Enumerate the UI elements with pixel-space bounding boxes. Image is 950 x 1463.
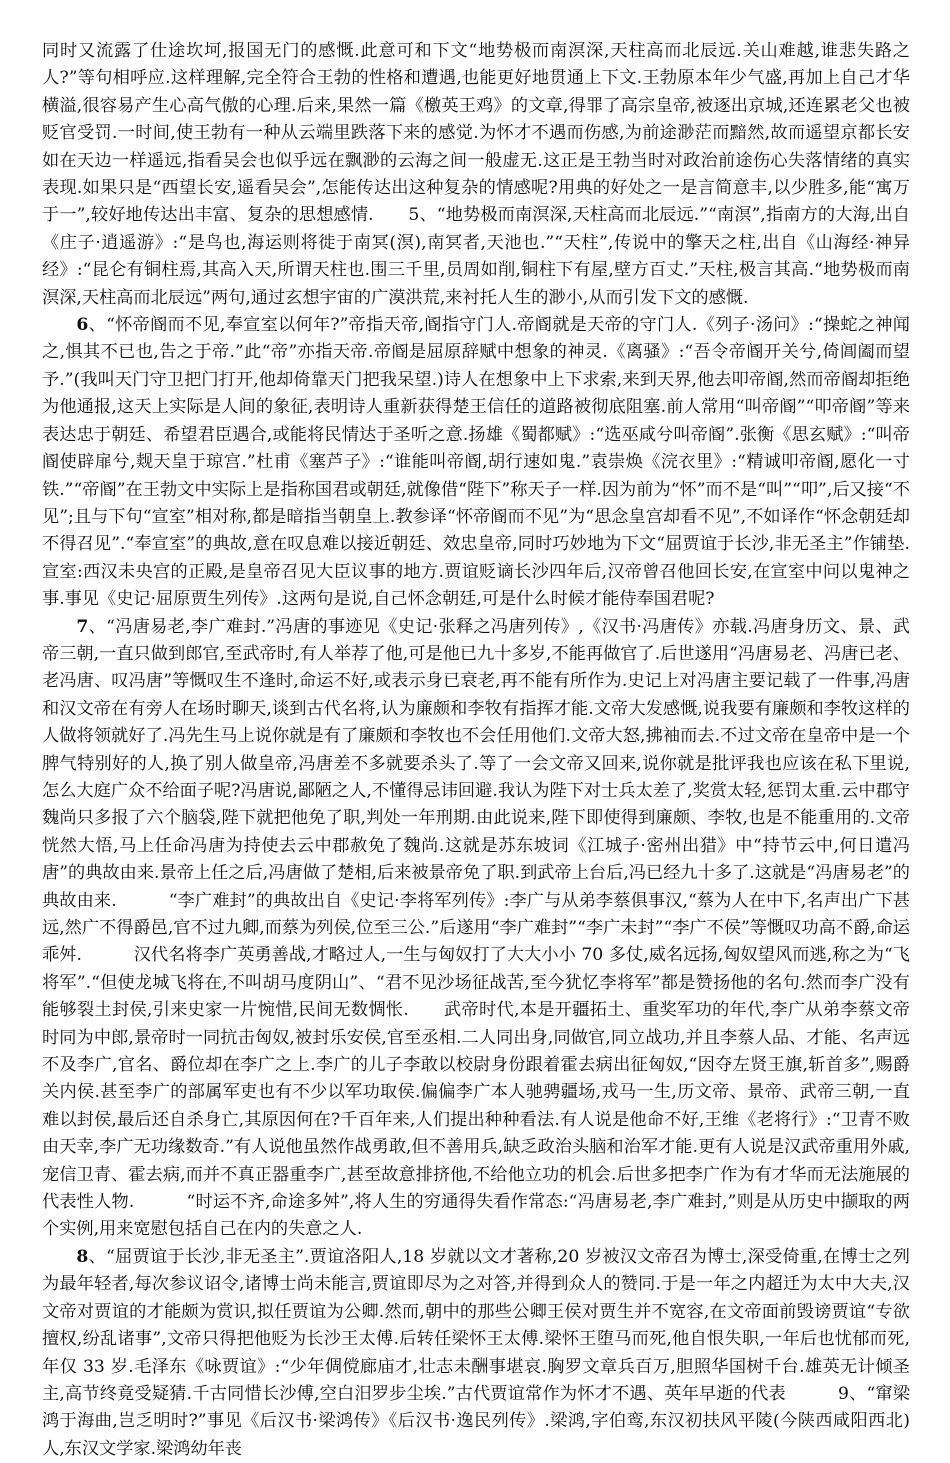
paragraph-continuation [42,38,910,312]
item-number: 8 [76,1246,89,1267]
paragraph-text: 同时又流露了仕途坎坷,报国无门的感慨.此意可和下文“地势极而南溟深,天柱高而北辰远.关山难越,谁悲失路之人?”等句相呼应.这样理解,完全符合王勃的性格和遭遇,也能更好地贯通上下文.王勃原本年少气盛,再加上自己才华横溢,很容易产生心高气傲的心理.后来,果然一篇《檄英王鸡》的文章,得罪了高宗皇帝,被逐出京城,还连累老父也被贬官受罚.一时间,使王勃有一种从云端里跌落下来的感觉.为怀才不遇而伤感,为前途渺茫而黯然,故而遥望京都长安如在天边一样遥远,指看吴会也似乎远在飘渺的云海之间一般虚无.这正是王勃当时对政治前途伤心失落情绪的真实表现.如果只是“西望长安,遥看吴会”,怎能传达出这种复杂的情感呢?用典的好处之一是言简意丰,以少胜多,能“寓万于一”,较好地传达出丰富、复杂的思想感情. 5、“地势极而南溟深,天柱高而北辰远.”“南溟”,指南方的大海,出自《庄子·逍遥游》:“是鸟也,海运则将徙于南冥(溟),南冥者,天池也.”“天柱”,传说中的擎天之柱,出自《山海经·神异经》:“昆仑有铜柱焉,其高入天,所谓天柱也.围三千里,员周如削,铜柱下有屋,壁方百丈.”天柱,极言其高.“地势极而南溟深,天柱高而北辰远”两句,通过玄想宇宙的广漠洪荒,来衬托人生的渺小,从而引发下文的感慨. [42,41,910,308]
paragraph-item-7 [42,614,910,1244]
paragraph-text: 、“屈贾谊于长沙,非无圣主”.贾谊洛阳人,18 岁就以文才著称,20 岁被汉文帝召为博士,深受倚重,在博士之列为最年轻者,每次参议诏令,诸博士尚未能言,贾谊即尽为之对答,并得到众人的赞同.于是一年之内超迁为太中大夫,汉文帝对贾谊的才能颇为赏识,拟任贾谊为公卿.然而,朝中的那些公卿王侯对贾生并不宽容,在文帝面前毁谤贾谊“专欲擅权,纷乱诸事”,文帝只得把他贬为长沙王太傅.后转任梁怀王太傅.梁怀王堕马而死,他自恨失职,一年后也忧郁而死,年仅 33 岁.毛泽东《咏贾谊》:“少年倜傥廊庙才,壮志未酬事堪哀.胸罗文章兵百万,胆照华国树千台.雄英无计倾圣主,高节终竟受疑猜.千古同惜长沙傅,空白汨罗步尘埃.”古代贾谊常作为怀才不遇、英年早逝的代表 9、“窜梁鸿于海曲,岂乏明时?”事见《后汉书·梁鸿传》《后汉书·逸民列传》.梁鸿,字伯鸾,东汉初扶风平陵(今陕西咸阳西北)人,东汉文学家.梁鸿幼年丧 [42,1246,910,1459]
paragraph-text: 、“怀帝阍而不见,奉宣室以何年?”帝指天帝,阍指守门人.帝阍就是天帝的守门人.《列子·汤问》:“操蛇之神闻之,惧其不已也,告之于帝.”此“帝”亦指天帝.帝阍是屈原辞赋中想象的神灵.《离骚》:“吾令帝阍开关兮,倚阊阖而望予.”(我叫天门守卫把门打开,他却倚靠天门把我呆望.)诗人在想象中上下求索,来到天界,他去叩帝阍,然而帝阍却拒绝为他通报,这天上实际是人间的象征,表明诗人重新获得楚王信任的道路被彻底阻塞.前人常用“叫帝阍”“叩帝阍”等来表达忠于朝廷、希望君臣遇合,或能将民情达于圣听之意.扬雄《蜀都赋》:“选巫咸兮叫帝阍”.张衡《思玄赋》:“叫帝阍使辟扉兮,觌天皇于琼宫.”杜甫《塞芦子》:“谁能叫帝阍,胡行速如鬼.”袁崇焕《浣衣里》:“精诚叩帝阍,愿化一寸铁.”“帝阍”在王勃文中实际上是指称国君或朝廷,就像借“陛下”称天子一样.因为前为“怀”而不是“叫”“叩”,后又接“不见”;且与下句“宣室”相对称,都是暗指当朝皇上.教参译“怀帝阍而不见”为“思念皇宫却看不见”,不如译作“怀念朝廷却不得召见”.“奉宣室”的典故,意在叹息难以接近朝廷、效忠皇帝,同时巧妙地为下文“屈贾谊于长沙,非无圣主”作铺垫.宣室:西汉未央宫的正殿,是皇帝召见大臣议事的地方.贾谊贬谪长沙四年后,汉帝曾召他回长安,在宣室中问以鬼神之事.事见《史记·屈原贾生列传》.这两句是说,自己怀念朝廷,可是什么时候才能侍奉国君呢? [42,315,910,610]
paragraph-text: 、“冯唐易老,李广难封.”冯唐的事迹见《史记·张释之冯唐列传》,《汉书·冯唐传》亦载.冯唐身历文、景、武帝三朝,一直只做到郎官,至武帝时,有人举荐了他,可是他已九十多岁,不能再做官了.后世遂用“冯唐易老、冯唐已老、老冯唐、叹冯唐”等慨叹生不逢时,命运不好,或表示身已衰老,再不能有所作为.史记上对冯唐主要记载了一件事,冯唐和汉文帝在有旁人在场时聊天,谈到古代名将,认为廉颇和李牧有指挥才能.文帝大发感慨,说我要有廉颇和李牧这样的人做将领就好了.冯先生马上说你就是有了廉颇和李牧也不会任用他们.文帝大怒,拂袖而去.不过文帝在皇帝中是一个脾气特别好的人,换了别人做皇帝,冯唐差不多就要杀头了.等了一会文帝又回来,说你就是批评我也应该在私下里说,怎么大庭广众不给面子呢?冯唐说,鄙陋之人,不懂得忌讳回避.我认为陛下对士兵太差了,奖赏太轻,惩罚太重.云中郡守魏尚只多报了六个脑袋,陛下就把他免了职,判处一年刑期.由此说来,陛下即使得到廉颇、李牧,也是不能重用的.文帝恍然大悟,马上任命冯唐为持使去云中郡赦免了魏尚.这就是苏东坡词《江城子·密州出猎》中“持节云中,何日遣冯唐”的典故由来.景帝上任之后,冯唐做了楚相,后来被景帝免了职.到武帝上台后,冯已经九十多了.这就是“冯唐易老”的典故由来. “李广难封”的典故出自《史记·李将军列传》:李广与从弟李蔡俱事汉,“蔡为人在中下,名声出广下甚远,然广不得爵邑,官不过九卿,而蔡为列侯,位至三公.”后遂用“李广难封”“李广未封”“李广不侯”等慨叹功高不爵,命运乖舛. 汉代名将李广英勇善战,才略过人,一生与匈奴打了大大小小 70 多仗,威名远扬,匈奴望风而逃,称之为“飞将军”.“但使龙城飞将在,不叫胡马度阴山”、“君不见沙场征战苦,至今犹忆李将军”都是赞扬他的名句.然而李广没有能够裂土封侯,引来史家一片惋惜,民间无数惆怅. 武帝时代,本是开疆拓土、重奖军功的年代,李广从弟李蔡文帝时同为中郎,景帝时一同抗击匈奴,被封乐安侯,官至丞相.二人同出身,同做官,同立战功,并且李蔡人品、才能、名声远不及李广,官名、爵位却在李广之上.李广的儿子李敢以校尉身份跟着霍去病出征匈奴,“因夺左贤王旗,斩首多”,赐爵关内侯.甚至李广的部属军吏也有不少以军功取侯.偏偏李广本人驰骋疆场,戎马一生,历文帝、景帝、武帝三朝,一直难以封侯,最后还自杀身亡,其原因何在?千百年来,人们提出种种看法.有人说是他命不好,王维《老将行》:“卫青不败由天幸,李广无功缘数奇.”有人说他虽然作战勇敢,但不善用兵,缺乏政治头脑和治军才能.更有人说是汉武帝重用外戚,宠信卫青、霍去病,而并不真正器重李广,甚至故意排挤他,不给他立功的机会.后世多把李广作为有才华而无法施展的代表性人物. “时运不齐,命途多舛”,将人生的穷通得失看作常态:“冯唐易老,李广难封,”则是从历史中撷取的两个实例,用来宽慰包括自己在内的失意之人. [42,616,910,1240]
item-number: 6 [76,315,89,336]
paragraph-item-8 [42,1244,910,1463]
item-number: 7 [76,616,89,637]
paragraph-item-6 [42,312,910,613]
